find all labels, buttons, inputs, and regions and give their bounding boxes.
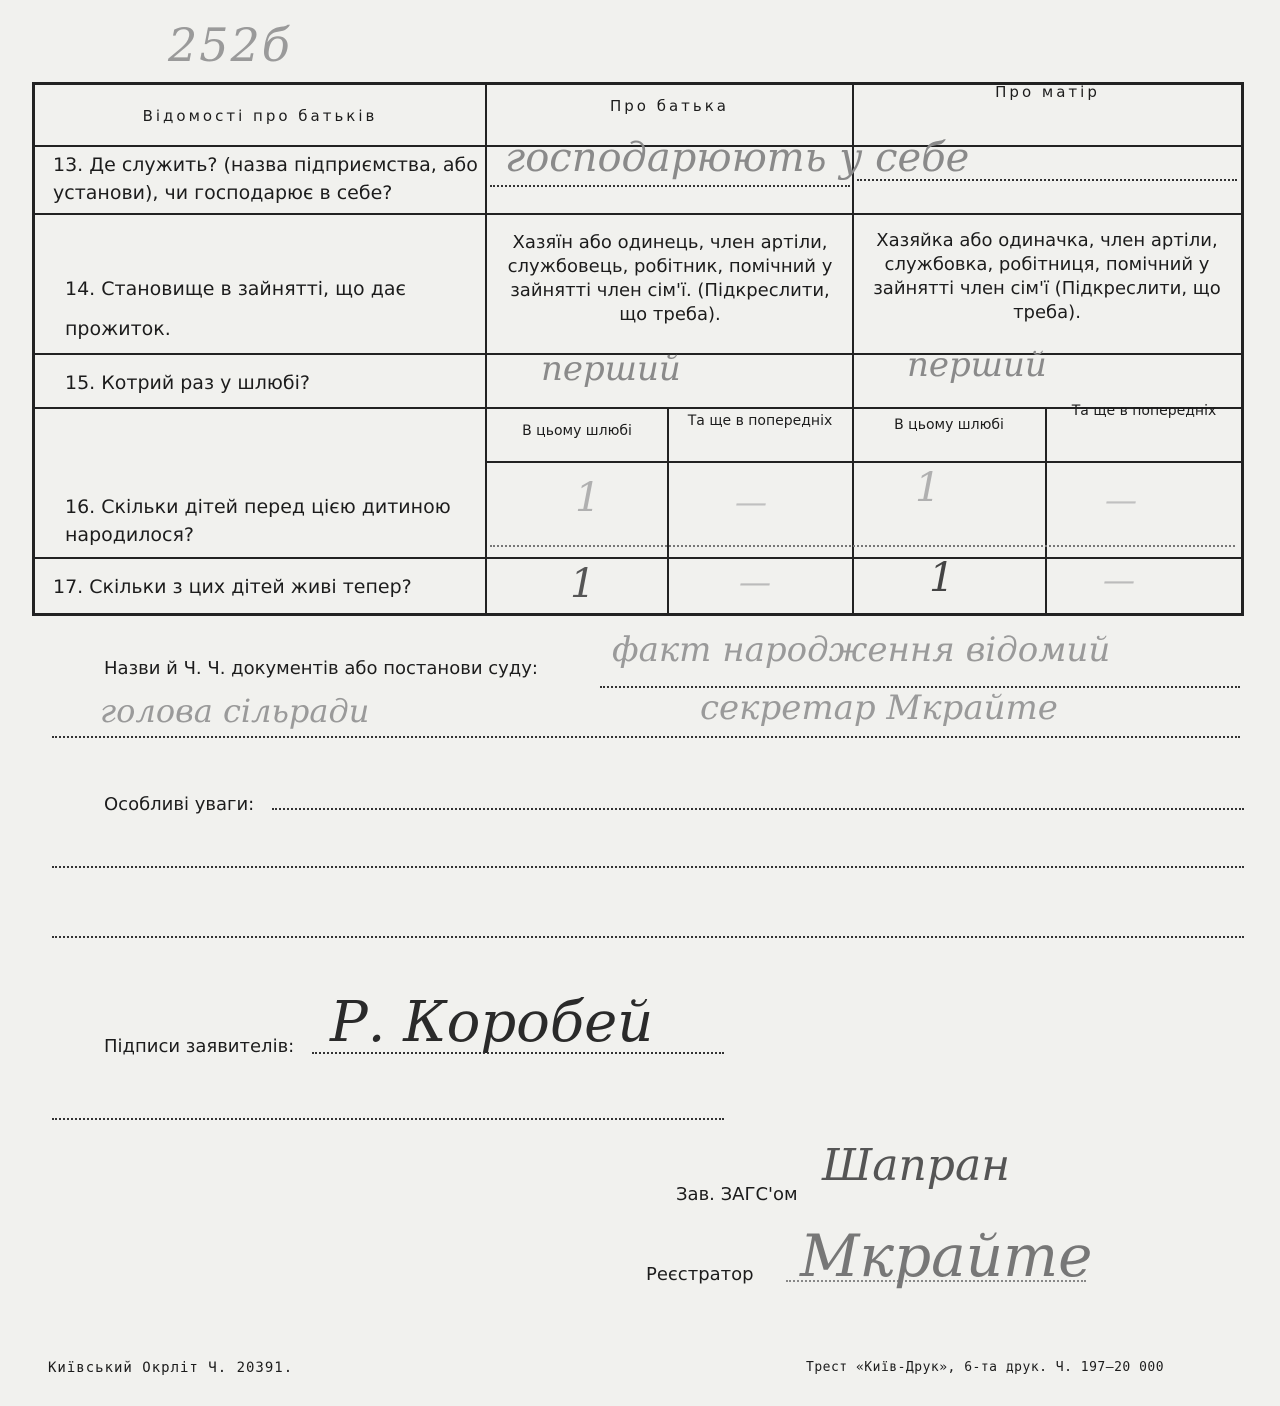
q17-mother-this: 1 xyxy=(929,555,955,601)
remarks-label: Особливі уваги: xyxy=(104,794,255,815)
q16-father-this: 1 xyxy=(575,475,601,521)
q17-mother-prev: — xyxy=(1103,561,1135,599)
header-father: Про батька xyxy=(609,97,730,115)
q15-mother-handwritten: перший xyxy=(907,345,1047,385)
q16-line xyxy=(490,545,1235,547)
q15-label: 15. Котрий раз у шлюбі? xyxy=(65,372,310,394)
q13-label: 13. Де служить? (назва підприємства, або установи), чи господарює в себе? xyxy=(53,154,478,204)
applicants-signature: Р. Коробей xyxy=(330,990,654,1055)
subcol-father-this-marriage: В цьому шлюбі xyxy=(522,423,632,439)
footer-printer-right: Трест «Київ-Друк», 6-та друк. Ч. 197—20 000 xyxy=(806,1360,1165,1375)
remarks-line-3 xyxy=(52,936,1244,938)
q14-father-options: Хазяїн або одинець, член артіли, службовець, робітник, помічний у зайнятті член сім'ї. (Підкреслити, що треба). xyxy=(507,232,833,325)
q17-label: 17. Скільки з цих дітей живі тепер? xyxy=(53,576,412,598)
q16-label: 16. Скільки дітей перед цією дитиною народилося? xyxy=(65,496,451,546)
documents-line-2 xyxy=(52,736,1240,738)
q16-father-prev: — xyxy=(735,483,767,521)
parents-info-table xyxy=(32,82,1244,616)
documents-value-line2-left: голова сiльради xyxy=(100,692,370,730)
q16-mother-this: 1 xyxy=(915,465,941,511)
remarks-line-2 xyxy=(52,866,1244,868)
subcol-mother-previous: Та ще в попередніх xyxy=(1071,403,1217,419)
archive-number: 252б xyxy=(168,18,292,72)
q15-father-handwritten: перший xyxy=(541,349,681,389)
q13-father-line xyxy=(490,185,850,187)
zags-head-label: Зав. ЗАГС'ом xyxy=(676,1184,798,1205)
q13-answer-handwritten: господарюють у себе xyxy=(505,135,970,181)
q14-label: 14. Становище в зайнятті, що дає прожиток. xyxy=(65,278,406,340)
zags-head-signature: Шапран xyxy=(822,1140,1011,1191)
q17-father-prev: — xyxy=(739,563,771,601)
subcol-mother-this-marriage: В цьому шлюбі xyxy=(894,417,1004,433)
documents-label: Назви й Ч. Ч. документів або постанови суду: xyxy=(104,658,538,679)
q14-mother-options: Хазяйка або одиначка, член артіли, службовка, робітниця, помічний у зайнятті член сім'ї (Підкреслити, що треба). xyxy=(873,230,1221,323)
registrar-label: Реєстратор xyxy=(646,1264,754,1285)
q17-father-this: 1 xyxy=(570,561,596,607)
documents-value-line2-right: секретар Мкрайтe xyxy=(700,688,1058,728)
header-mother: Про матір xyxy=(995,83,1100,101)
header-parents-info: Відомості про батьків xyxy=(142,107,378,125)
q16-mother-prev: — xyxy=(1105,481,1137,519)
applicants-label: Підписи заявителів: xyxy=(104,1036,295,1057)
applicants-line-2 xyxy=(52,1118,724,1120)
remarks-line-1 xyxy=(272,808,1244,810)
documents-value-line1: факт народження вiдомий xyxy=(612,630,1111,670)
footer-printer-left: Київський Окрліт Ч. 20391. xyxy=(48,1360,294,1376)
subcol-father-previous: Та ще в попередніх xyxy=(687,413,833,429)
registrar-signature: Мкрайте xyxy=(800,1222,1093,1290)
